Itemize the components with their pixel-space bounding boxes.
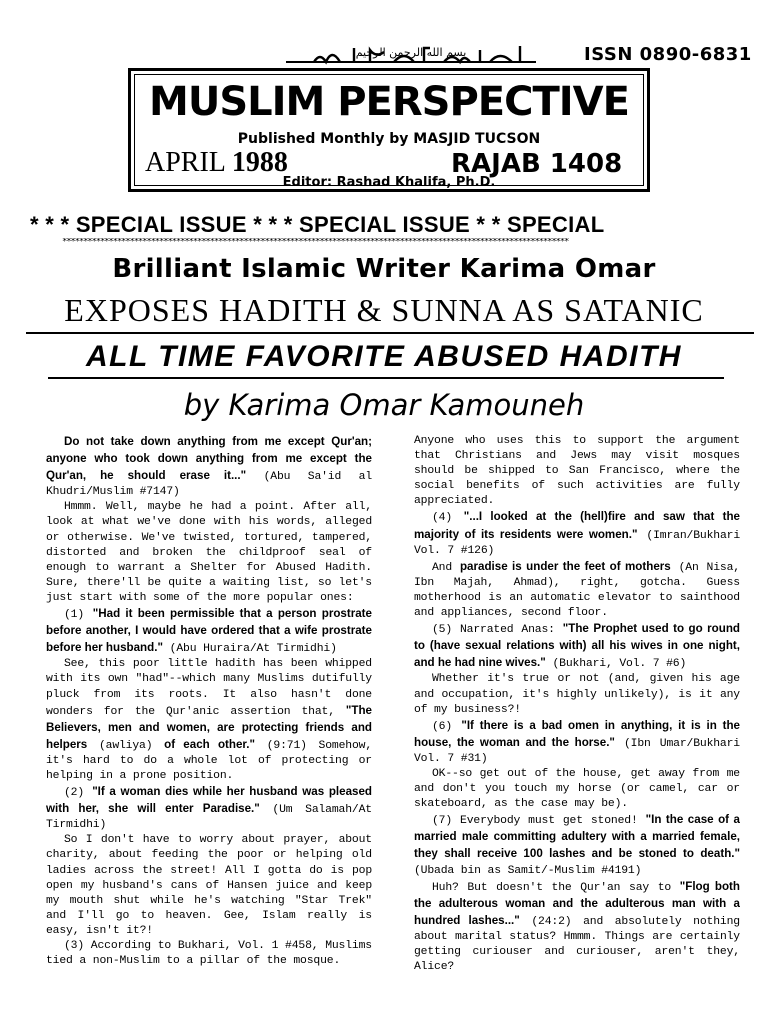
article-column-left: [46, 434, 372, 1012]
hadith-quote: Do not take down anything from me except Qur'an; anyone who took down anything from me except the Qur'an, he should erase it...": [46, 435, 372, 483]
hadith-number: (6): [432, 720, 462, 733]
body-paragraph: Hmmm. Well, maybe he had a point. After all, look at what we've done with his words, alleged or otherwise. We've twisted, tortured, tampered, distorted and broken the childproof seal of enough to warrant a Shelter for Abused Hadith. Sure, there'll be quite a waiting list, so let's just start with some of the more popular ones:: [46, 501, 372, 604]
hadith-source: (Bukhari, Vol. 7 #6): [545, 658, 687, 671]
quran-quote: "The Believers, men and women, are protecting friends and helpers: [46, 703, 372, 751]
hadith-item-2: [46, 784, 372, 833]
body-text: (24:2) and absolutely nothing about marital status? Hmmm. Things are certainly getting curiouser and curiouser, aren't they, Alice?: [414, 915, 740, 974]
hadith-item-7: [414, 812, 740, 878]
issn-number: ISSN 0890-6831: [584, 44, 752, 65]
issue-month: APRIL: [145, 147, 225, 178]
hadith-number: (5) Narrated Anas:: [432, 624, 563, 637]
hadith-source: (Um Salamah/At Tirmidhi): [46, 804, 372, 832]
hadith-quote: "The Prophet used to go round to (have sexual relations with) all his wives in one night, and he had nine wives.": [414, 622, 740, 670]
headline-writer: Brilliant Islamic Writer Karima Omar: [112, 254, 656, 284]
bismillah-text: بسم الله الرحمن الرحيم: [355, 46, 467, 59]
special-issue-banner: * * * SPECIAL ISSUE * * * SPECIAL ISSUE * * SPECIAL: [30, 212, 605, 237]
publication-title: MUSLIM PERSPECTIVE: [149, 79, 629, 125]
hadith-item-4: [414, 509, 740, 558]
masthead-box: [128, 68, 650, 192]
hadith-quote: "...I looked at the (hell)fire and saw that the majority of its residents were women.": [414, 510, 740, 541]
hadith-item-5: [414, 621, 740, 672]
hadith-item-6: [414, 718, 740, 767]
body-paragraph: Whether it's true or not (and, given his age and occupation, it's highly unlikely), is it any of my business?!: [414, 673, 740, 716]
hadith-quote: "If there is a bad omen in anything, it is in the house, the woman and the horse.": [414, 718, 740, 749]
body-paragraph: [414, 879, 740, 976]
hadith-source: (Abu Huraira/At Tirmidhi): [162, 643, 337, 656]
article-byline: by Karima Omar Kamouneh: [183, 388, 585, 422]
hadith-source: (Ibn Umar/Bukhari Vol. 7 #31): [414, 737, 740, 765]
body-paragraph: Anyone who uses this to support the argument that Christians and Jews may visit mosques should be shipped to San Francisco, where the social benefits of such activities are fully appreciated.: [414, 435, 740, 508]
hadith-source: (Abu Sa'id al Khudri/Muslim #7147): [46, 471, 372, 499]
hadith-number: (7) Everybody must get stoned!: [432, 815, 646, 828]
body-text: (awliya): [87, 739, 165, 752]
body-text: (An Nisa, Ibn Majah, Ahmad), right, gotcha. Guess motherhood is an automatic elevator to sainthood and appliances, second floor.: [414, 561, 740, 620]
issue-year: 1988: [231, 147, 288, 178]
article-title: ALL TIME FAVORITE ABUSED HADITH: [86, 340, 682, 373]
body-paragraph: [414, 559, 740, 621]
quran-quote: "Flog both the adulterous woman and the adulterous man with a hundred lashes...": [414, 879, 740, 927]
stars-divider: ************************************************************************************************************************: [62, 238, 569, 246]
headline-rule: [26, 332, 754, 334]
body-text: Huh? But doesn't the Qur'an say to: [432, 881, 680, 894]
issue-date: [145, 147, 288, 179]
title-underline: [48, 377, 724, 379]
body-paragraph: [46, 657, 372, 784]
hadith-quote: "In the case of a married male committing adultery with a married female, they shall receive 100 lashes and be stoned to death.": [414, 813, 740, 861]
hijri-date: RAJAB 1408: [451, 149, 623, 179]
quran-quote: of each other.": [164, 737, 256, 751]
hadith-source: (Imran/Bukhari Vol. 7 #126): [414, 529, 740, 557]
hadith-item-3: (3) According to Bukhari, Vol. 1 #458, Muslims tied a non-Muslim to a pillar of the mosque.: [46, 940, 372, 968]
hadith-quote: "Had it been permissible that a person prostrate before another, I would have ordered that a wife prostrate before her husband.": [46, 607, 372, 655]
body-paragraph: OK--so get out of the house, get away from me and don't you touch my horse (or camel, car or skateboard, as the case may be).: [414, 767, 740, 811]
hadith-source: (Ubada bin as Samit/-Muslim #4191): [414, 864, 642, 877]
body-paragraph: So I don't have to worry about prayer, about charity, about feeding the poor or helping old ladies across the street! All I gotta do is pop open my husband's cans of Hansen juice and keep my mouth shut while he's watching "Star Trek" and I'll go to heaven. Gee, Islam really is easy, isn't it?!: [46, 834, 372, 937]
editor-line: Editor: Rashad Khalifa, Ph.D.: [282, 175, 496, 190]
article-column-right: [414, 434, 740, 1012]
body-text: See, this poor little hadith has been whipped with its own "had"--which many Muslims dutifully pluck from its roots. It also hasn't done wonders for the Qur'anic assertion that,: [46, 658, 372, 718]
publisher-line: Published Monthly by MASJID TUCSON: [237, 131, 541, 147]
hadith-number: (1): [64, 609, 93, 622]
body-text: (9:71) Somehow, it's hard to do a whole lot of protecting or helping in a prone position.: [46, 739, 372, 782]
hadith-number: (4): [432, 512, 464, 525]
hadith-quote: paradise is under the feet of mothers: [459, 559, 671, 573]
body-text: And: [432, 561, 460, 574]
hadith-item-1: [46, 606, 372, 657]
hadith-number: (2): [64, 787, 93, 800]
bismillah-calligraphy: [284, 40, 538, 70]
hadith-quote: "If a woman dies while her husband was pleased with her, she will enter Paradise.": [46, 785, 372, 816]
headline-exposes: EXPOSES HADITH & SUNNA AS SATANIC: [64, 292, 704, 328]
quote-paragraph: [46, 434, 372, 500]
